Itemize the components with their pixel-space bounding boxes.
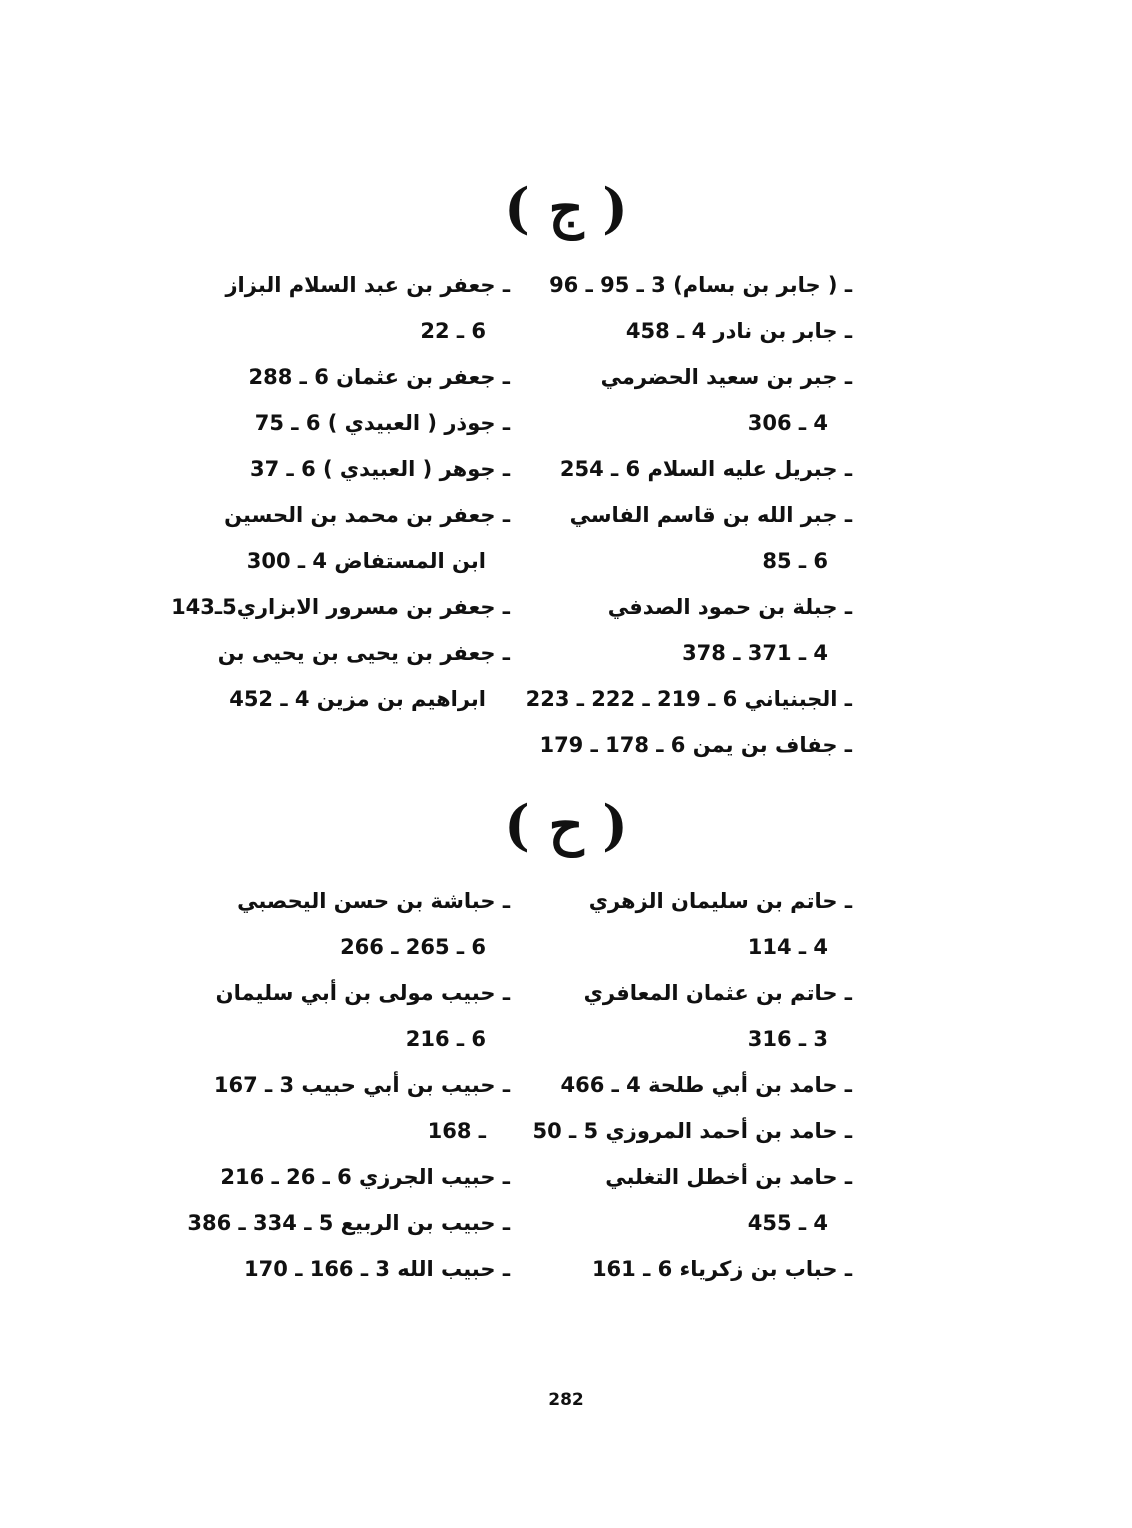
entry-name-line: ـ جعفر بن عبد السلام البزاز [225, 273, 510, 297]
entry-name-line: ـ حامد بن أبي طلحة 4 ـ 466 [560, 1073, 852, 1097]
entry-name-line: ـ حبيب الجرزي 6 ـ 26 ـ 216 [220, 1165, 510, 1189]
entry-reference-line: ابن المستفاض 4 ـ 300 [246, 549, 486, 573]
index-column-right [532, 878, 852, 1292]
entry-name-line: ـ جعفر بن يحيى بن يحيى بن [217, 641, 510, 665]
index-entry [180, 400, 510, 446]
index-entry [552, 878, 852, 970]
entry-name-line: ـ جعفر بن مسرور الابزاري5ـ143 [171, 595, 510, 619]
page-number: 282 [548, 1390, 584, 1410]
index-entry [552, 1154, 852, 1246]
index-entry [525, 676, 852, 722]
entry-name-line: ـ جوهر ( العبيدي ) 6 ـ 37 [250, 457, 510, 481]
entry-reference-line: ابراهيم بن مزين 4 ـ 452 [229, 687, 486, 711]
entry-name-line: ـ جبر بن سعيد الحضرمي [600, 365, 852, 389]
entry-reference-line: 6 ـ 265 ـ 266 [340, 935, 486, 959]
index-entry [180, 1200, 510, 1246]
entry-name-line: ـ ( جابر بن بسام) 3 ـ 95 ـ 96 [549, 273, 852, 297]
entry-name-line: ـ حبيب بن الربيع 5 ـ 334 ـ 386 [187, 1211, 510, 1235]
index-entry [180, 354, 510, 400]
entry-name-line: ـ جابر بن نادر 4 ـ 458 [625, 319, 852, 343]
index-entry [552, 492, 852, 584]
entry-name-line: ـ جفاف بن يمن 6 ـ 178 ـ 179 [539, 733, 852, 757]
entry-reference-line: 4 ـ 455 [747, 1211, 828, 1235]
entry-name-line: ـ جبر الله بن قاسم الفاسي [569, 503, 852, 527]
entry-name-line: ـ حبيب الله 3 ـ 166 ـ 170 [244, 1257, 510, 1281]
section-heading-jim: ( ج ) [504, 176, 628, 240]
entry-reference-line: 4 ـ 371 ـ 378 [682, 641, 828, 665]
entry-name-line: ـ جوذر ( العبيدي ) 6 ـ 75 [254, 411, 510, 435]
entry-name-line: ـ حباشة بن حسن اليحصبي [237, 889, 510, 913]
entry-name-line: ـ حاتم بن سليمان الزهري [588, 889, 852, 913]
index-entry [171, 584, 510, 630]
entry-name-line: ـ الجبنياني 6 ـ 219 ـ 222 ـ 223 [525, 687, 852, 711]
entry-reference-line: 3 ـ 316 [747, 1027, 828, 1051]
entry-name-line: ـ حباب بن زكرياء 6 ـ 161 [591, 1257, 852, 1281]
index-entry [180, 630, 510, 722]
entry-reference-line: 4 ـ 114 [747, 935, 828, 959]
entry-reference-line: ـ 168 [427, 1119, 486, 1143]
index-entry [532, 1108, 852, 1154]
entry-reference-line: 6 ـ 216 [405, 1027, 486, 1051]
index-entry [539, 722, 852, 768]
section-heading-ha: ( ح ) [504, 793, 628, 857]
index-entry [180, 492, 510, 584]
index-column-left [171, 262, 510, 722]
index-entry [180, 1062, 510, 1154]
entry-reference-line: 4 ـ 306 [747, 411, 828, 435]
entry-name-line: ـ جبلة بن حمود الصدفي [607, 595, 852, 619]
index-entry [180, 1154, 510, 1200]
index-entry [180, 970, 510, 1062]
entry-name-line: ـ حاتم بن عثمان المعافري [583, 981, 852, 1005]
index-entry [180, 1246, 510, 1292]
index-entry [549, 262, 852, 308]
entry-name-line: ـ حبيب بن أبي حبيب 3 ـ 167 [213, 1073, 510, 1097]
entry-reference-line: 6 ـ 85 [762, 549, 828, 573]
entry-name-line: ـ جعفر بن محمد بن الحسين [224, 503, 510, 527]
entry-name-line: ـ حبيب مولى بن أبي سليمان [215, 981, 510, 1005]
entry-reference-line: 6 ـ 22 [420, 319, 486, 343]
index-entry [552, 970, 852, 1062]
index-entry [552, 584, 852, 676]
index-entry [180, 878, 510, 970]
index-entry [552, 308, 852, 354]
index-column-right [525, 262, 852, 768]
entry-name-line: ـ حامد بن أخطل التغلبي [605, 1165, 852, 1189]
entry-name-line: ـ جعفر بن عثمان 6 ـ 288 [248, 365, 510, 389]
index-entry [552, 446, 852, 492]
index-entry [552, 1246, 852, 1292]
index-entry [552, 1062, 852, 1108]
entry-name-line: ـ جبريل عليه السلام 6 ـ 254 [559, 457, 852, 481]
index-column-left [180, 878, 510, 1292]
index-entry [180, 446, 510, 492]
index-entry [552, 354, 852, 446]
index-entry [180, 262, 510, 354]
entry-name-line: ـ حامد بن أحمد المروزي 5 ـ 50 [532, 1119, 852, 1143]
